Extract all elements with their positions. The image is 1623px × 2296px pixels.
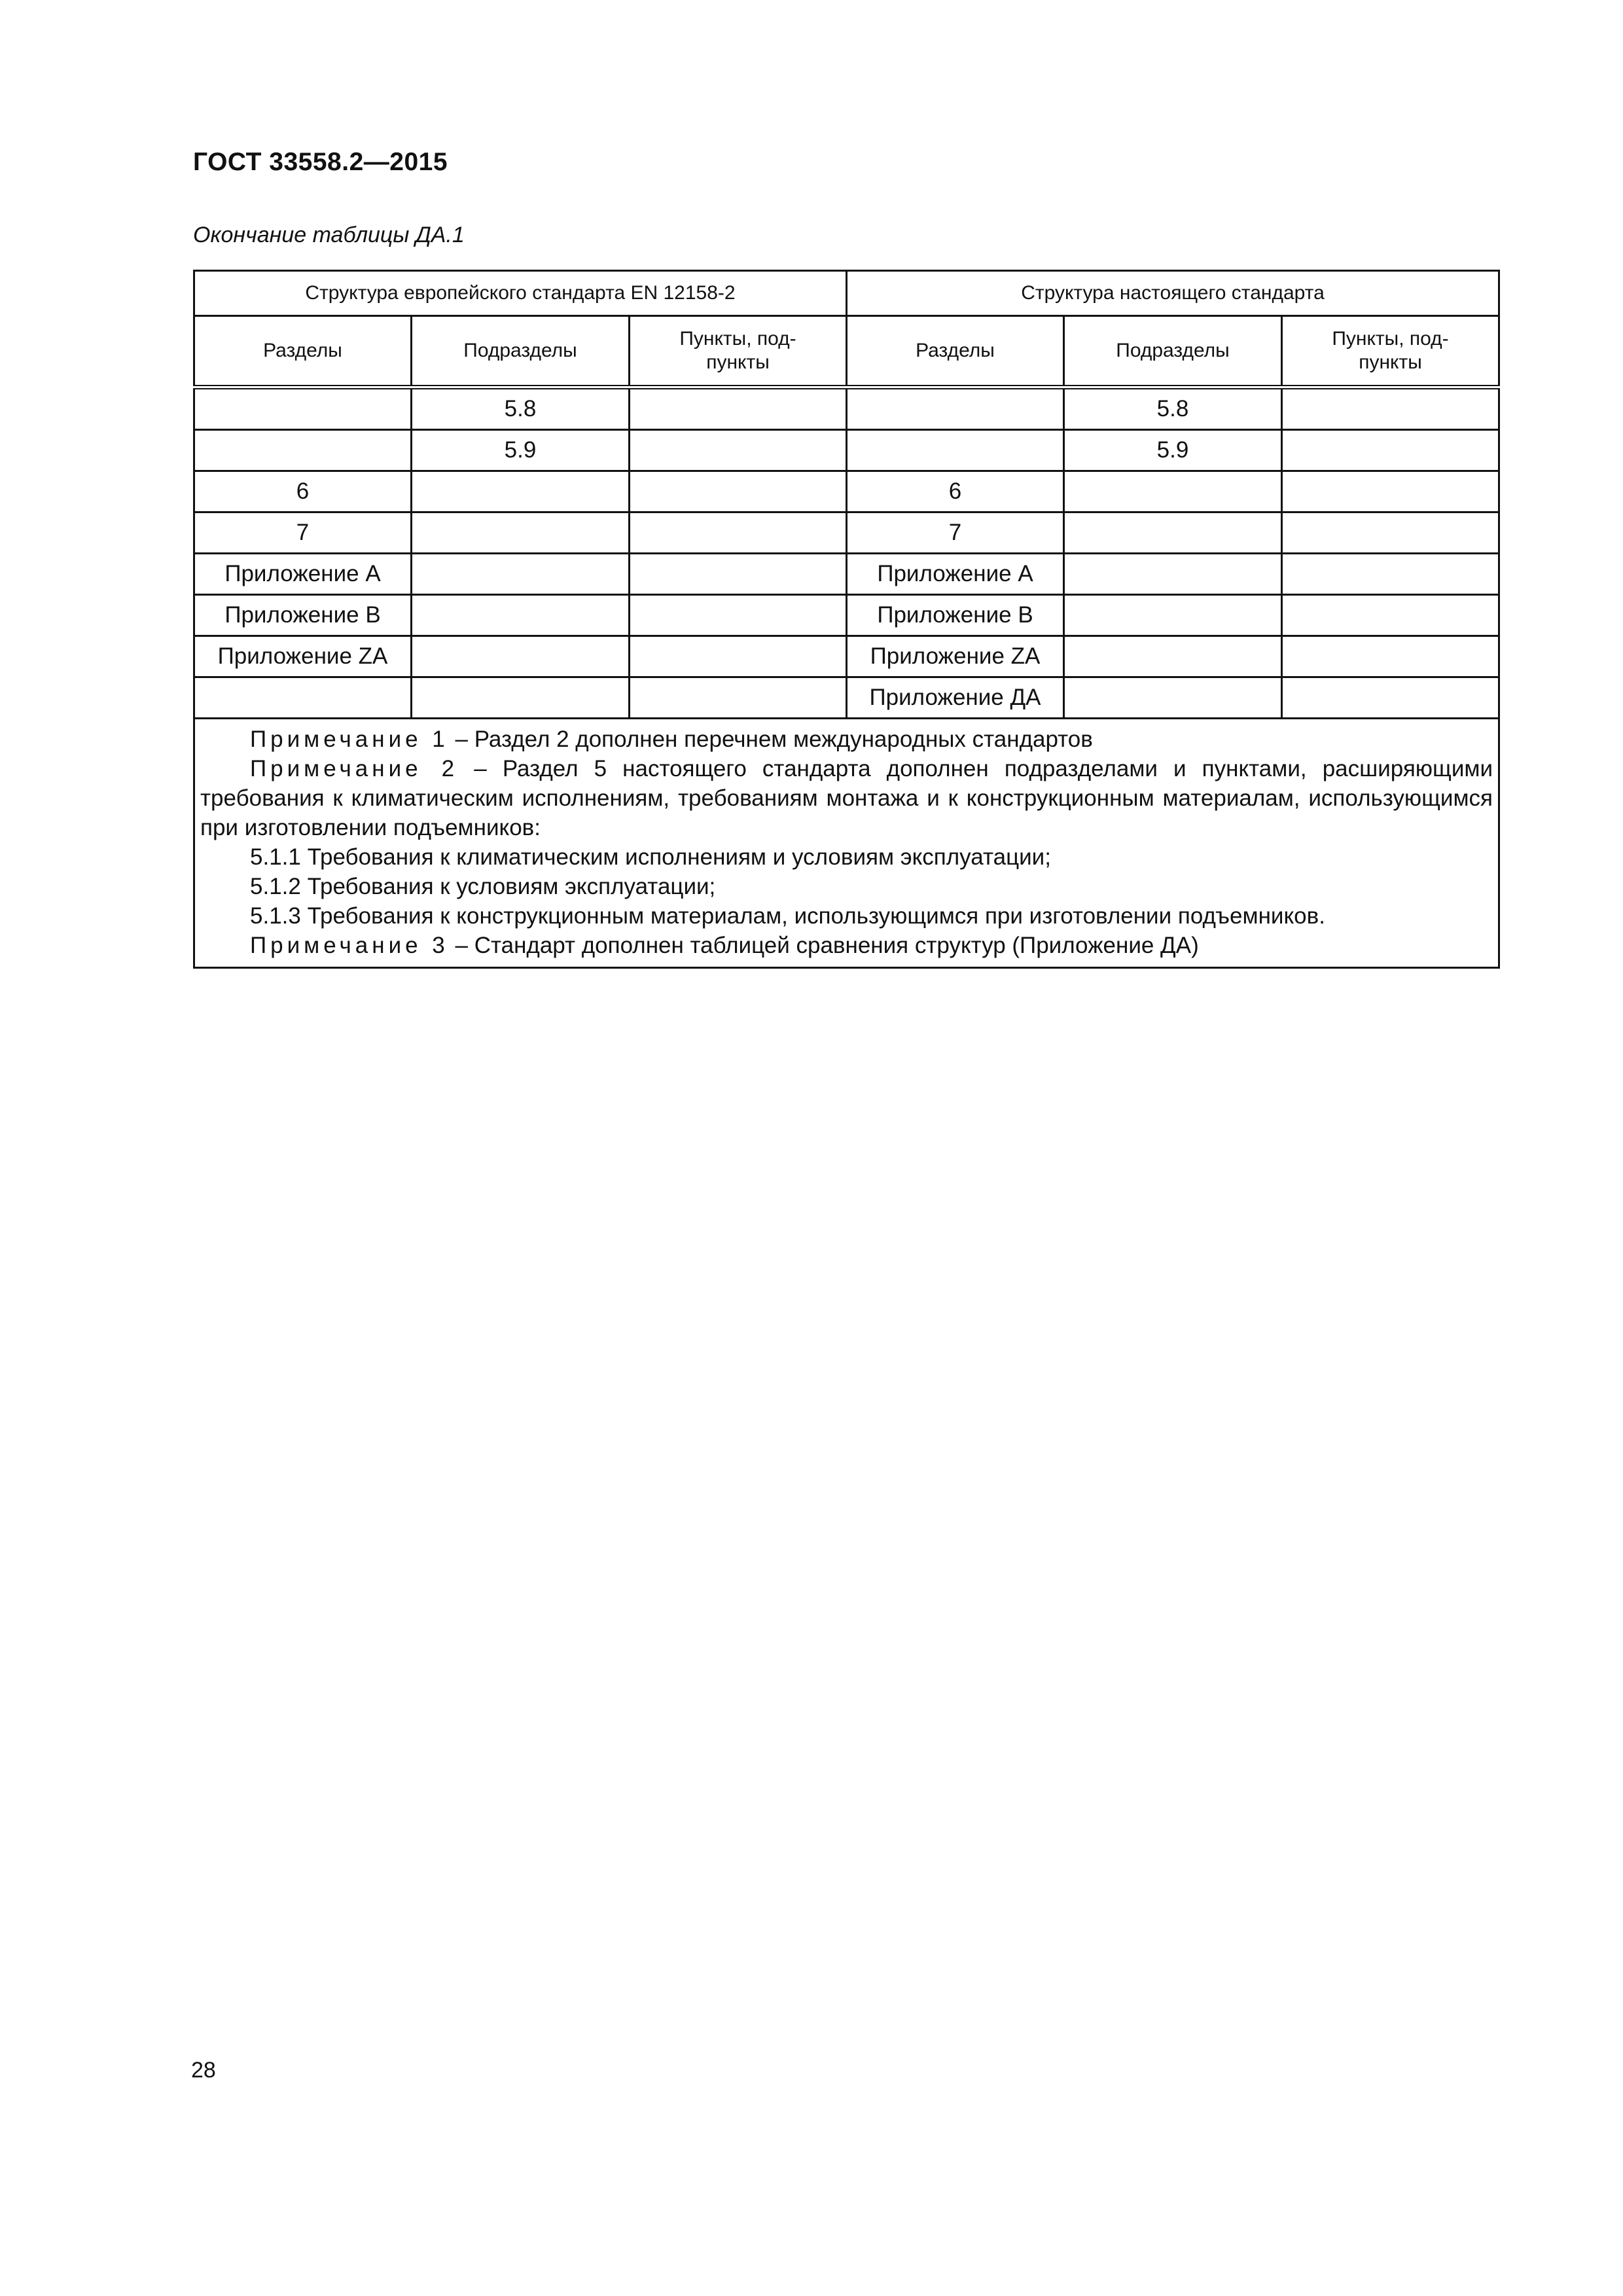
group-header-european: Структура европейского стандарта EN 12158-2 (194, 271, 847, 316)
table-row (194, 512, 1499, 554)
table-cell (412, 636, 630, 677)
table-cell: Приложение ZA (194, 636, 412, 677)
table-cell (1282, 387, 1499, 430)
column-header-subsections: Подразделы (412, 316, 630, 387)
note-item: 5.1.2 Требования к условиям эксплуатации; (250, 874, 716, 899)
table-cell: Приложение А (194, 554, 412, 595)
table-cell (1282, 512, 1499, 554)
table-cell (630, 554, 847, 595)
table-cell (1064, 595, 1282, 636)
table-caption: Окончание таблицы ДА.1 (193, 223, 465, 247)
column-header-sections: Разделы (194, 316, 412, 387)
note-text: – Раздел 5 настоящего стандарта дополнен подразделами и пунктами, расширяющими требования к климатическим исполнениям, требованиям монтажа и к конструкционным материалам, использующимся при изготовлении подъемников: (200, 756, 1493, 840)
table-cell: 7 (194, 512, 412, 554)
column-header-row (194, 316, 1499, 387)
table-cell (1064, 636, 1282, 677)
table-row (194, 595, 1499, 636)
table-cell (412, 471, 630, 512)
notes-cell (194, 719, 1499, 968)
table-cell (412, 512, 630, 554)
table-row (194, 636, 1499, 677)
page-number: 28 (191, 2058, 216, 2083)
table-cell (1064, 471, 1282, 512)
table-cell (1282, 554, 1499, 595)
table-cell (194, 387, 412, 430)
group-header-row (194, 271, 1499, 316)
table-cell: Приложение А (847, 554, 1064, 595)
table-cell (630, 677, 847, 719)
note-label: Примечание 1 (250, 726, 449, 752)
column-header-sections: Разделы (847, 316, 1064, 387)
table-cell: 7 (847, 512, 1064, 554)
column-header-clauses (1282, 316, 1499, 387)
table-row (194, 554, 1499, 595)
table-cell: Приложение ZA (847, 636, 1064, 677)
table-row (194, 430, 1499, 471)
table-cell (630, 430, 847, 471)
table-row (194, 471, 1499, 512)
note-1 (200, 725, 1493, 754)
table-cell (1282, 677, 1499, 719)
table-row (194, 387, 1499, 430)
table-cell: Приложение В (847, 595, 1064, 636)
structure-comparison-table (193, 270, 1500, 969)
table-cell (630, 387, 847, 430)
note-text: – Стандарт дополнен таблицей сравнения структур (Приложение ДА) (448, 933, 1199, 958)
table-cell (1064, 512, 1282, 554)
table-cell (412, 677, 630, 719)
table-cell: 5.9 (1064, 430, 1282, 471)
column-header-clauses-label: Пункты, под-пункты (679, 328, 796, 373)
table-cell (1282, 430, 1499, 471)
note-label: Примечание 2 (250, 756, 459, 781)
table-cell: 5.8 (412, 387, 630, 430)
table-cell: Приложение В (194, 595, 412, 636)
note-item: 5.1.3 Требования к конструкционным материалам, использующимся при изготовлении подъемников. (250, 903, 1325, 929)
table-cell (412, 595, 630, 636)
column-header-subsections: Подразделы (1064, 316, 1282, 387)
table-cell (1282, 636, 1499, 677)
notes-row (194, 719, 1499, 968)
table-cell (194, 430, 412, 471)
column-header-clauses (630, 316, 847, 387)
column-header-clauses-label: Пункты, под-пункты (1332, 328, 1449, 373)
table-cell (1064, 554, 1282, 595)
table-cell (412, 554, 630, 595)
note-text: – Раздел 2 дополнен перечнем международных стандартов (448, 726, 1093, 752)
table-cell: Приложение ДА (847, 677, 1064, 719)
table-cell: 5.9 (412, 430, 630, 471)
note-item: 5.1.1 Требования к климатическим исполнениям и условиям эксплуатации; (250, 844, 1051, 870)
table-cell: 6 (847, 471, 1064, 512)
table-cell (1064, 677, 1282, 719)
table-cell (630, 595, 847, 636)
document-code: ГОСТ 33558.2—2015 (193, 148, 448, 176)
table-cell (847, 387, 1064, 430)
group-header-national: Структура настоящего стандарта (847, 271, 1499, 316)
note-3 (200, 931, 1493, 960)
table-cell (1282, 471, 1499, 512)
table-cell (1282, 595, 1499, 636)
table-cell (630, 636, 847, 677)
table-cell (630, 471, 847, 512)
table-row (194, 677, 1499, 719)
note-2 (200, 754, 1493, 842)
table-cell (194, 677, 412, 719)
table-cell: 6 (194, 471, 412, 512)
note-label: Примечание 3 (250, 933, 449, 958)
table-cell (630, 512, 847, 554)
table-cell: 5.8 (1064, 387, 1282, 430)
table-cell (847, 430, 1064, 471)
